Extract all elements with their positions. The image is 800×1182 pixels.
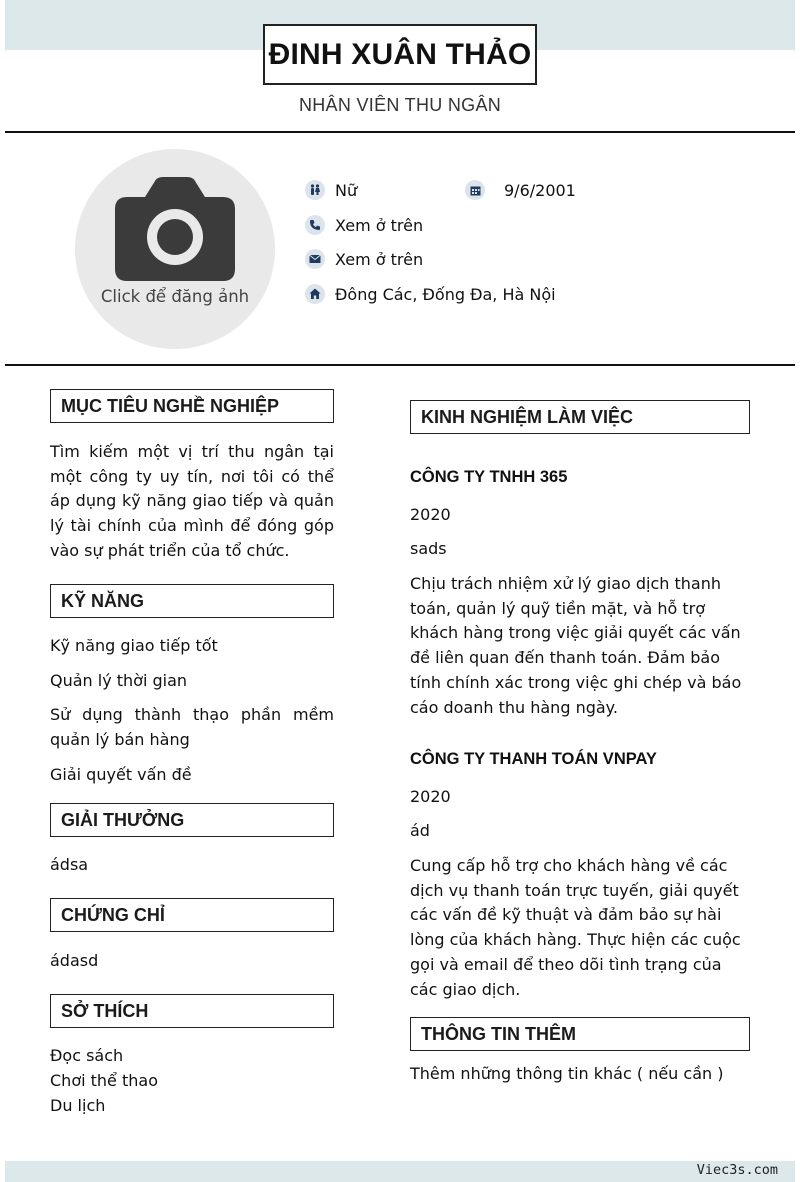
- company-name[interactable]: CÔNG TY THANH TOÁN VNPAY: [410, 750, 657, 768]
- job-title[interactable]: NHÂN VIÊN THU NGÂN: [298, 95, 502, 115]
- birthday-value: 9/6/2001: [504, 180, 576, 200]
- address-value: Đông Các, Đống Đa, Hà Nội: [335, 284, 556, 304]
- hobby-item[interactable]: Chơi thể thao: [50, 1071, 158, 1090]
- avatar-caption: Click để đăng ảnh: [100, 287, 250, 306]
- header-divider: [5, 131, 795, 133]
- birthday-field[interactable]: [465, 180, 576, 200]
- hobby-item[interactable]: Du lịch: [50, 1096, 106, 1115]
- gender-field[interactable]: [305, 180, 357, 200]
- objective-text[interactable]: Tìm kiếm một vị trí thu ngân tại một công ty uy tín, nơi tôi có thể áp dụng kỹ năng giao tiếp và quản lý tài chính của mình để đóng góp vào sự phát triển của tổ chức.: [50, 442, 334, 560]
- email-field[interactable]: [305, 249, 423, 269]
- home-icon: [305, 284, 325, 304]
- section-divider: [5, 364, 795, 366]
- certificates-text[interactable]: ádasd: [50, 951, 99, 970]
- candidate-name: ĐINH XUÂN THẢO: [268, 37, 532, 71]
- awards-text[interactable]: ádsa: [50, 855, 89, 874]
- hobbies-heading[interactable]: SỞ THÍCH: [50, 994, 334, 1028]
- brand-watermark: Viec3s.com: [696, 1162, 778, 1178]
- gender-icon: [305, 180, 325, 200]
- footer-band: [5, 1161, 795, 1182]
- phone-value: Xem ở trên: [335, 215, 424, 235]
- experience-heading[interactable]: KINH NGHIỆM LÀM VIỆC: [410, 400, 750, 434]
- skill-item[interactable]: Kỹ năng giao tiếp tốt: [50, 636, 218, 655]
- envelope-icon: [305, 249, 325, 269]
- hobby-item[interactable]: Đọc sách: [50, 1046, 124, 1065]
- additional-info-heading[interactable]: THÔNG TIN THÊM: [410, 1017, 750, 1051]
- job-position[interactable]: sads: [410, 539, 447, 558]
- certificates-heading[interactable]: CHỨNG CHỈ: [50, 898, 334, 932]
- additional-info-text[interactable]: Thêm những thông tin khác ( nếu cần ): [410, 1064, 724, 1083]
- awards-heading[interactable]: GIẢI THƯỞNG: [50, 803, 334, 837]
- company-name[interactable]: CÔNG TY TNHH 365: [410, 468, 568, 486]
- calendar-icon: [465, 180, 485, 200]
- job-year[interactable]: 2020: [410, 787, 451, 806]
- skills-heading[interactable]: KỸ NĂNG: [50, 584, 334, 618]
- job-position[interactable]: ád: [410, 821, 430, 840]
- skill-item[interactable]: Sử dụng thành thạo phần mềm quản lý bán hàng: [50, 705, 334, 749]
- address-field[interactable]: [305, 284, 556, 304]
- gender-value: Nữ: [335, 180, 358, 200]
- email-value: Xem ở trên: [335, 249, 424, 269]
- name-box[interactable]: [263, 24, 537, 85]
- avatar-upload[interactable]: [75, 149, 275, 349]
- skill-item[interactable]: Giải quyết vấn đề: [50, 765, 192, 784]
- objective-heading[interactable]: MỤC TIÊU NGHỀ NGHIỆP: [50, 389, 334, 423]
- skill-item[interactable]: Quản lý thời gian: [50, 671, 188, 690]
- phone-field[interactable]: [305, 215, 423, 235]
- job-year[interactable]: 2020: [410, 505, 451, 524]
- job-description[interactable]: Cung cấp hỗ trợ cho khách hàng về các dịch vụ thanh toán trực tuyến, giải quyết các vấn đề kỹ thuật và đảm bảo sự hài lòng của khách hàng. Thực hiện các cuộc gọi và email để theo dõi tình trạng của các giao dịch.: [410, 856, 741, 999]
- job-description[interactable]: Chịu trách nhiệm xử lý giao dịch thanh toán, quản lý quỹ tiền mặt, và hỗ trợ khách hàng trong việc giải quyết các vấn đề liên quan đến thanh toán. Đảm bảo tính chính xác trong việc ghi chép và báo cáo doanh thu hàng ngày.: [410, 574, 742, 717]
- camera-icon: [115, 177, 235, 281]
- phone-icon: [305, 215, 325, 235]
